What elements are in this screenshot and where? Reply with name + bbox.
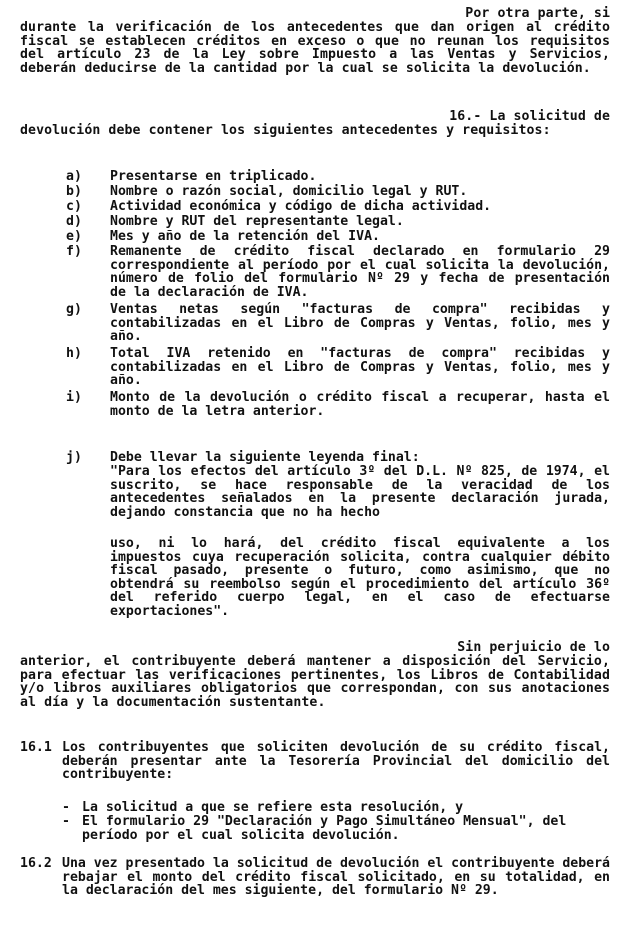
item-text: Actividad económica y código de dicha actividad. bbox=[110, 199, 492, 214]
item-label: b) bbox=[66, 184, 82, 199]
item-text: Presentarse en triplicado. bbox=[110, 169, 317, 184]
item-text: Monto de la devolución o crédito fiscal a recuperar, hasta el monto de la letra anterior. bbox=[110, 390, 610, 419]
item-label: c) bbox=[66, 199, 82, 214]
item-text: Mes y año de la retención del IVA. bbox=[110, 229, 380, 244]
section-16-1-text: Los contribuyentes que soliciten devolución de su crédito fiscal, deberán presentar ante la Tesorería Provincial del domicilio del contribuyente: bbox=[62, 740, 610, 783]
item-label: e) bbox=[66, 229, 82, 244]
paragraph-1: durante la verificación de los antecedentes que dan origen al crédito fiscal se establecen créditos en exceso o que no reunan los requisitos del artículo 23 de la Ley sobre Impuesto a las Ventas y Servicios, deberán deducirse de la cantidad por la cual se solicita la devolución. bbox=[20, 20, 610, 76]
item-text: Ventas netas según "facturas de compra" recibidas y contabilizadas en el Libro de Compras y Ventas, folio, mes y año. bbox=[110, 302, 610, 345]
item-label: j) bbox=[66, 450, 82, 465]
item-text: Total IVA retenido en "facturas de compra" recibidas y contabilizadas en el Libro de Compras y Ventas, folio, mes y año. bbox=[110, 346, 610, 389]
legend-quote-continued: uso, ni lo hará, del crédito fiscal equivalente a los impuestos cuya recuperación solicita, contra cualquier débito fiscal pasado, presente o futuro, como asimismo, que no obtendrá su reembolso según el procedimiento del artículo 36º del referido cuerpo legal, en el caso de efectuarse exportaciones". bbox=[110, 536, 610, 619]
dash-marker: - bbox=[62, 800, 70, 815]
legend-quote: "Para los efectos del artículo 3º del D.L. Nº 825, de 1974, el suscrito, se hace responsable de la veracidad de los antecedentes señalados en la presente declaración jurada, dejando constancia que no ha hecho bbox=[110, 464, 610, 520]
item-text: Debe llevar la siguiente leyenda final: bbox=[110, 450, 420, 465]
item-text: Remanente de crédito fiscal declarado en formulario 29 correspondiente al período por el cual solicita la devolución, número de folio del formulario Nº 29 y fecha de presentación de la declaración de IVA. bbox=[110, 244, 610, 300]
dash-item-text: El formulario 29 "Declaración y Pago Simultáneo Mensual", del período por el cual solicita devolución. bbox=[82, 814, 567, 843]
item-label: i) bbox=[66, 390, 82, 405]
item-label: d) bbox=[66, 214, 82, 229]
item-label: h) bbox=[66, 346, 82, 361]
section-16-2-text: Una vez presentado la solicitud de devolución el contribuyente deberá rebajar el monto del crédito fiscal solicitado, en su totalidad, en la declaración del mes siguiente, del formulario Nº 29. bbox=[62, 856, 610, 899]
paragraph-3-first-line: Sin perjuicio de lo bbox=[457, 640, 610, 655]
item-label: a) bbox=[66, 169, 82, 184]
paragraph-2: devolución debe contener los siguientes antecedentes y requisitos: bbox=[20, 123, 551, 138]
item-label: g) bbox=[66, 302, 82, 317]
item-label: f) bbox=[66, 244, 82, 259]
dash-item-text: La solicitud a que se refiere esta resolución, y bbox=[82, 800, 464, 815]
item-text: Nombre y RUT del representante legal. bbox=[110, 214, 404, 229]
paragraph-3: anterior, el contribuyente deberá mantener a disposición del Servicio, para efectuar las verificaciones pertinentes, los Libros de Contabilidad y/o libros auxiliares obligatorios que correspondan, con sus anotaciones al día y la documentación sustentante. bbox=[20, 654, 610, 710]
paragraph-2-first-line: 16.- La solicitud de bbox=[449, 109, 610, 124]
paragraph-1-first-line: Por otra parte, si bbox=[465, 6, 610, 21]
item-text: Nombre o razón social, domicilio legal y RUT. bbox=[110, 184, 468, 199]
section-number-16-1: 16.1 bbox=[20, 740, 52, 755]
section-number-16-2: 16.2 bbox=[20, 856, 52, 871]
dash-marker: - bbox=[62, 814, 70, 829]
